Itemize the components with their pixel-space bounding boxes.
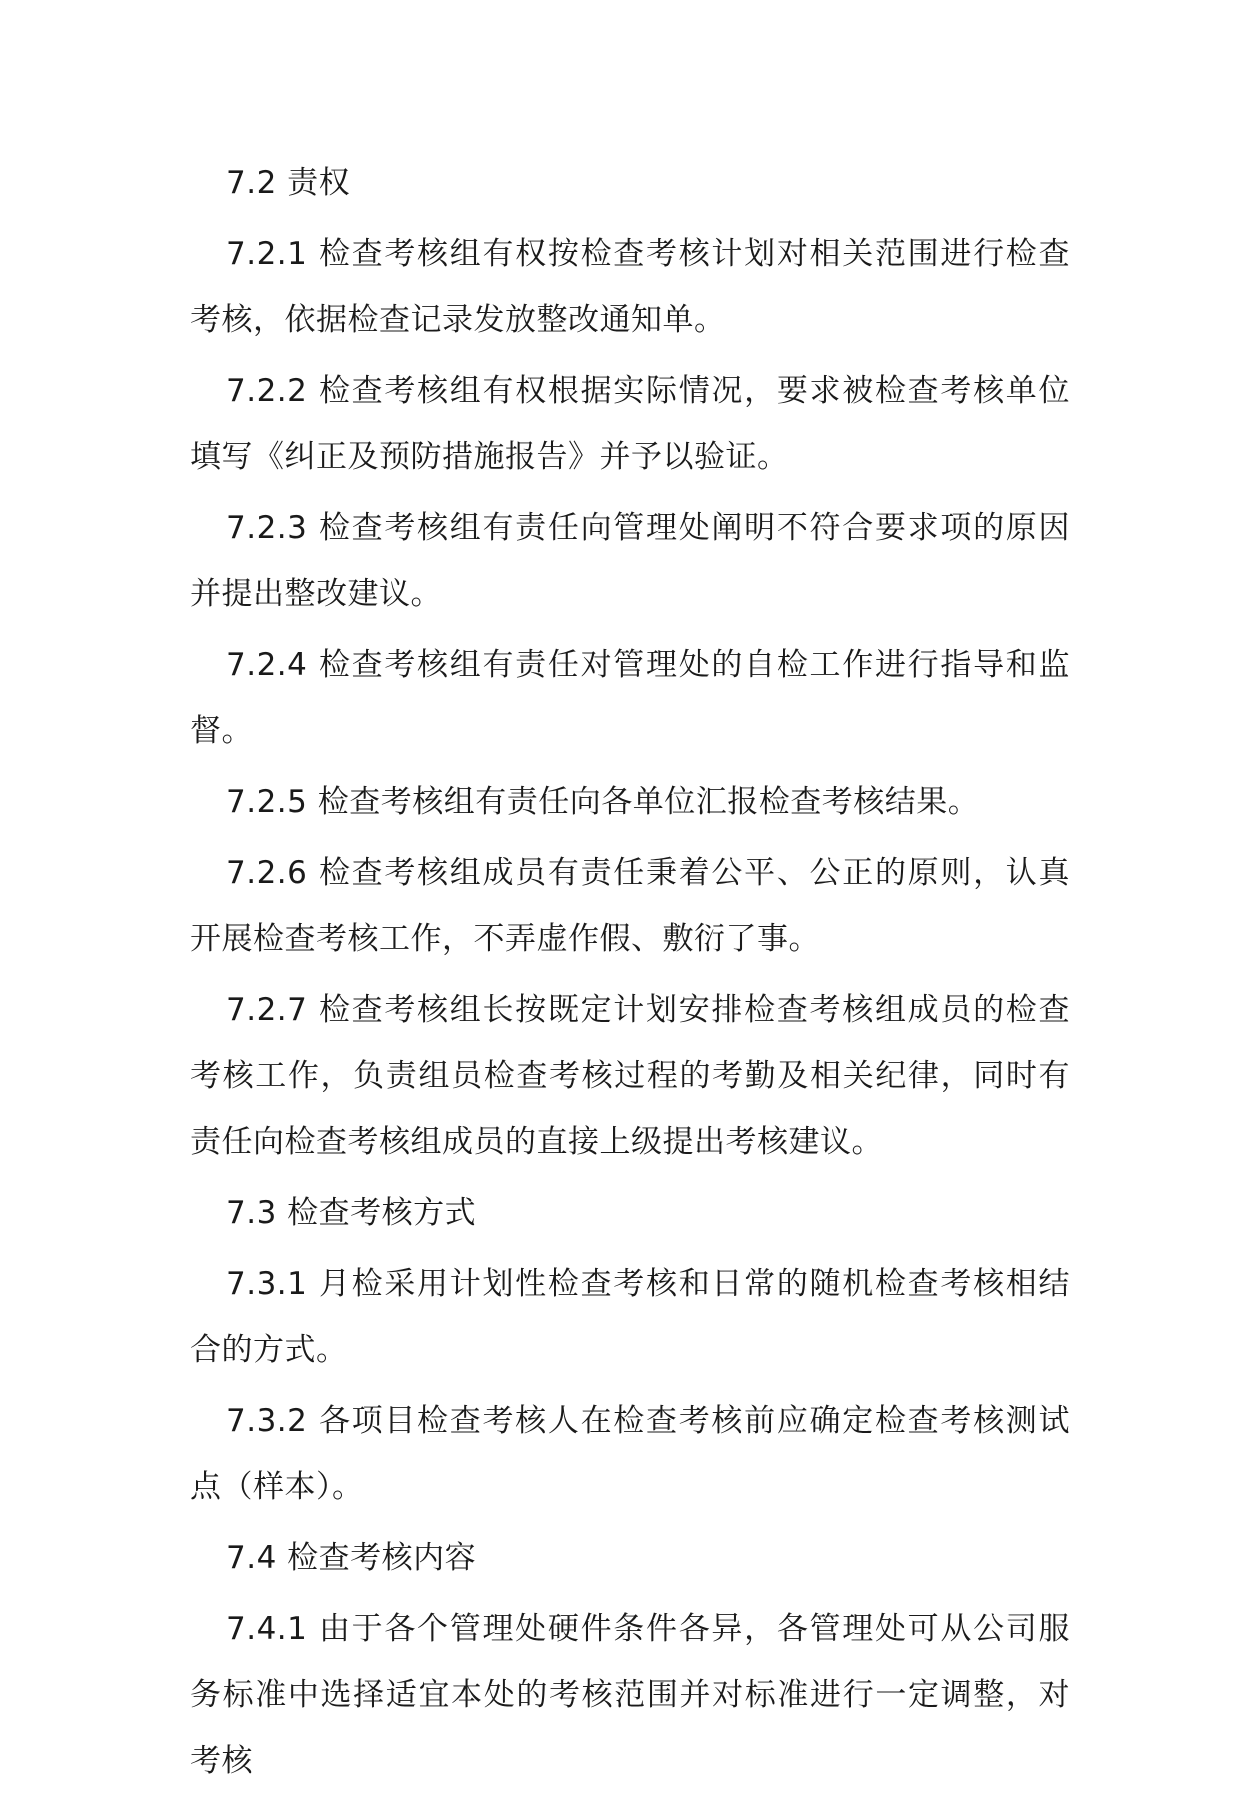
section-heading-7-3: 7.3 检查考核方式 [226, 1195, 477, 1231]
section-heading-7-4: 7.4 检查考核内容 [226, 1540, 477, 1576]
paragraph-7-2-5: 7.2.5 检查考核组有责任向各单位汇报检查考核结果。 [226, 784, 980, 820]
paragraph-7-2-7: 7.2.7 检查考核组长按既定计划安排检查考核组成员的检查考核工作，负责组员检查考核过程的考勤及相关纪律，同时有责任向检查考核组成员的直接上级提出考核建议。 [190, 992, 1070, 1160]
paragraph-7-2-4: 7.2.4 检查考核组有责任对管理处的自检工作进行指导和监督。 [190, 647, 1070, 749]
paragraph-7-2-3: 7.2.3 检查考核组有责任向管理处阐明不符合要求项的原因并提出整改建议。 [190, 510, 1070, 612]
paragraph-7-3-2: 7.3.2 各项目检查考核人在检查考核前应确定检查考核测试点（样本）。 [190, 1403, 1070, 1505]
paragraph-7-2-2: 7.2.2 检查考核组有权根据实际情况，要求被检查考核单位填写《纠正及预防措施报告》并予以验证。 [190, 373, 1070, 475]
paragraph-7-2-6: 7.2.6 检查考核组成员有责任秉着公平、公正的原则，认真开展检查考核工作，不弄虚作假、敷衍了事。 [190, 855, 1070, 957]
paragraph-7-3-1: 7.3.1 月检采用计划性检查考核和日常的随机检查考核相结合的方式。 [190, 1266, 1070, 1368]
document-body [190, 150, 1070, 1799]
paragraph-7-2-1: 7.2.1 检查考核组有权按检查考核计划对相关范围进行检查考核，依据检查记录发放整改通知单。 [190, 236, 1070, 338]
section-heading-7-2: 7.2 责权 [226, 165, 351, 201]
paragraph-7-4-1: 7.4.1 由于各个管理处硬件条件各异，各管理处可从公司服务标准中选择适宜本处的考核范围并对标准进行一定调整，对考核 [190, 1611, 1070, 1779]
